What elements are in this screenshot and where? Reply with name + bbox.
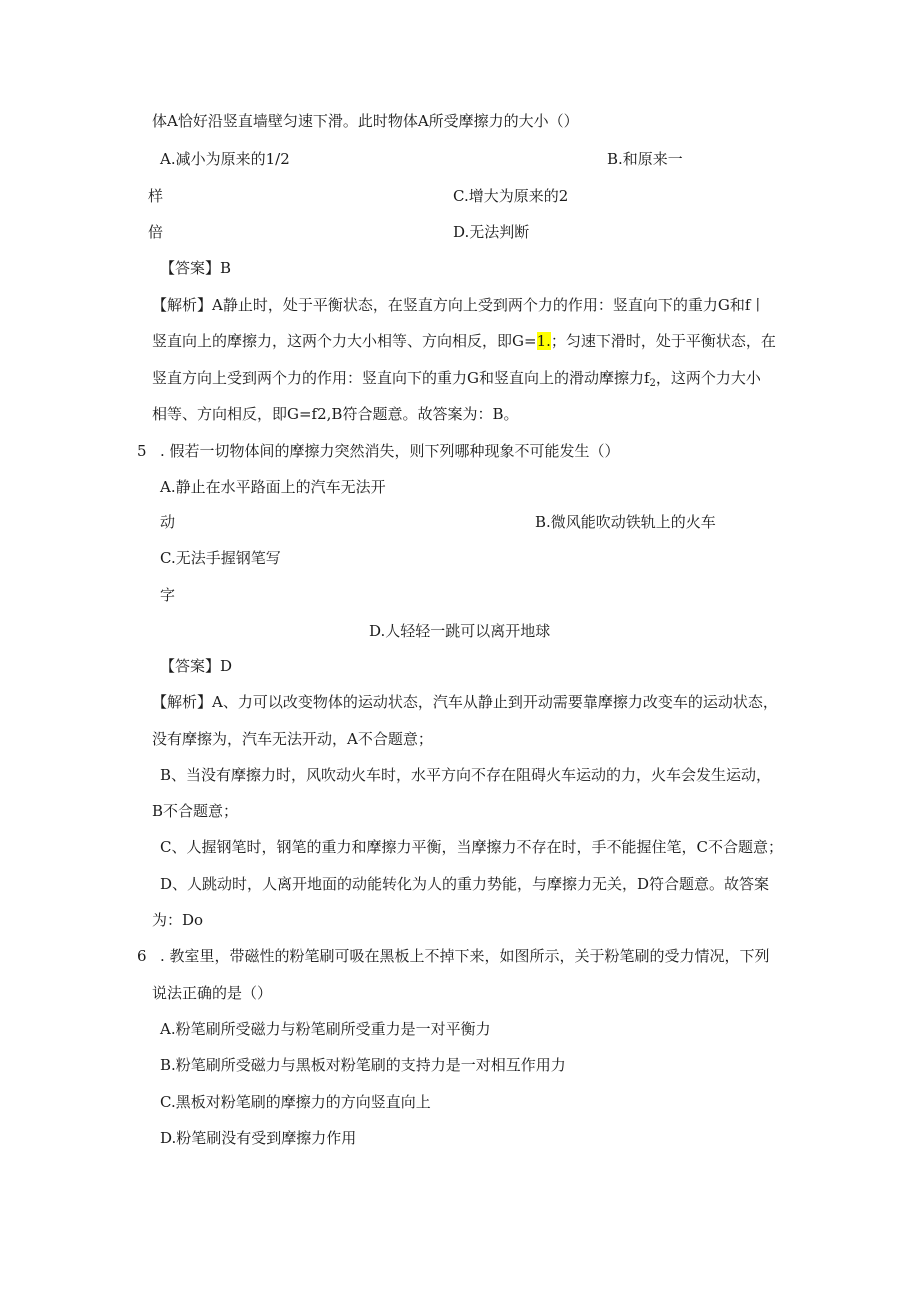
q4-analysis-line-3 (152, 368, 761, 388)
q4-option-b-wrap: 样 (148, 187, 164, 205)
q5-option-b: B.微风能吹动铁轨上的火车 (535, 513, 716, 531)
q6-number: 6 (137, 947, 147, 965)
q5-analysis-line-7: 为：Do (152, 911, 204, 929)
q5-option-c-wrap: 字 (160, 586, 176, 604)
q4-analysis-line-1: 【解析】A静止时，处于平衡状态，在竖直方向上受到两个力的作用：竖直向下的重力G和f丨 (152, 296, 766, 314)
q5-option-c: C.无法手握钢笔写 (160, 549, 281, 567)
q4-option-c-wrap: 倍 (148, 223, 164, 241)
q6-option-d: D.粉笔刷没有受到摩擦力作用 (160, 1129, 357, 1147)
q4-stem-tail: 体A恰好沿竖直墙壁匀速下滑。此时物体A所受摩擦力的大小（） (152, 112, 579, 130)
q5-analysis-line-5: C、人握钢笔时，钢笔的重力和摩擦力平衡，当摩擦力不存在时，手不能握住笔，C不合题意； (160, 838, 783, 856)
q6-option-c: C.黑板对粉笔刷的摩擦力的方向竖直向上 (160, 1093, 431, 1111)
q5-option-a: A.静止在水平路面上的汽车无法开 (160, 478, 386, 496)
q4-analysis-line-2-a: 竖直向上的摩擦力，这两个力大小相等、方向相反，即G= (152, 332, 537, 350)
q4-answer: 【答案】B (160, 259, 232, 277)
q5-option-a-wrap: 动 (160, 513, 176, 531)
q5-analysis-line-2: 没有摩擦为，汽车无法开动，A不合题意； (152, 730, 433, 748)
q5-stem: . 假若一切物体间的摩擦力突然消失，则下列哪种现象不可能发生（） (160, 442, 620, 460)
q5-number: 5 (137, 442, 147, 460)
q4-analysis-line-4: 相等、方向相反，即G=f2,B符合题意。故答案为：B。 (152, 405, 519, 423)
q4-analysis-line-3-a: 竖直方向上受到两个力的作用：竖直向下的重力G和竖直向上的滑动摩擦力f (152, 369, 650, 387)
q5-analysis-line-4: B不合题意； (152, 802, 239, 820)
q4-analysis-line-2 (152, 331, 776, 351)
q4-analysis-line-3-b: ，这两个力大小 (655, 369, 761, 387)
q5-analysis-line-1: 【解析】A、力可以改变物体的运动状态，汽车从静止到开动需要靠摩擦力改变车的运动状态， (152, 693, 778, 711)
q4-option-b: B.和原来一 (607, 150, 683, 168)
q5-analysis-line-6: D、人跳动时，人离开地面的动能转化为人的重力势能，与摩擦力无关，D符合题意。故答案 (160, 875, 770, 893)
highlighted-value: 1. (536, 332, 551, 350)
q5-analysis-line-3: B、当没有摩擦力时，风吹动火车时，水平方向不存在阻碍火车运动的力，火车会发生运动， (160, 766, 772, 784)
q6-option-b: B.粉笔刷所受磁力与黑板对粉笔刷的支持力是一对相互作用力 (160, 1056, 566, 1074)
subscript-two: 2 (649, 378, 656, 389)
q5-option-d: D.人轻轻一跳可以离开地球 (369, 622, 551, 640)
q4-analysis-line-2-b: ；匀速下滑时，处于平衡状态，在 (550, 332, 776, 350)
q6-stem-line-2: 说法正确的是（） (152, 984, 273, 1002)
q6-stem-line-1: . 教室里，带磁性的粉笔刷可吸在黑板上不掉下来，如图所示，关于粉笔刷的受力情况，下列 (160, 947, 770, 965)
q4-option-d: D.无法判断 (453, 223, 530, 241)
q4-option-c: C.增大为原来的2 (453, 187, 569, 205)
q5-answer: 【答案】D (160, 657, 233, 675)
q6-option-a: A.粉笔刷所受磁力与粉笔刷所受重力是一对平衡力 (160, 1020, 491, 1038)
q4-option-a: A.减小为原来的1/2 (160, 150, 290, 168)
